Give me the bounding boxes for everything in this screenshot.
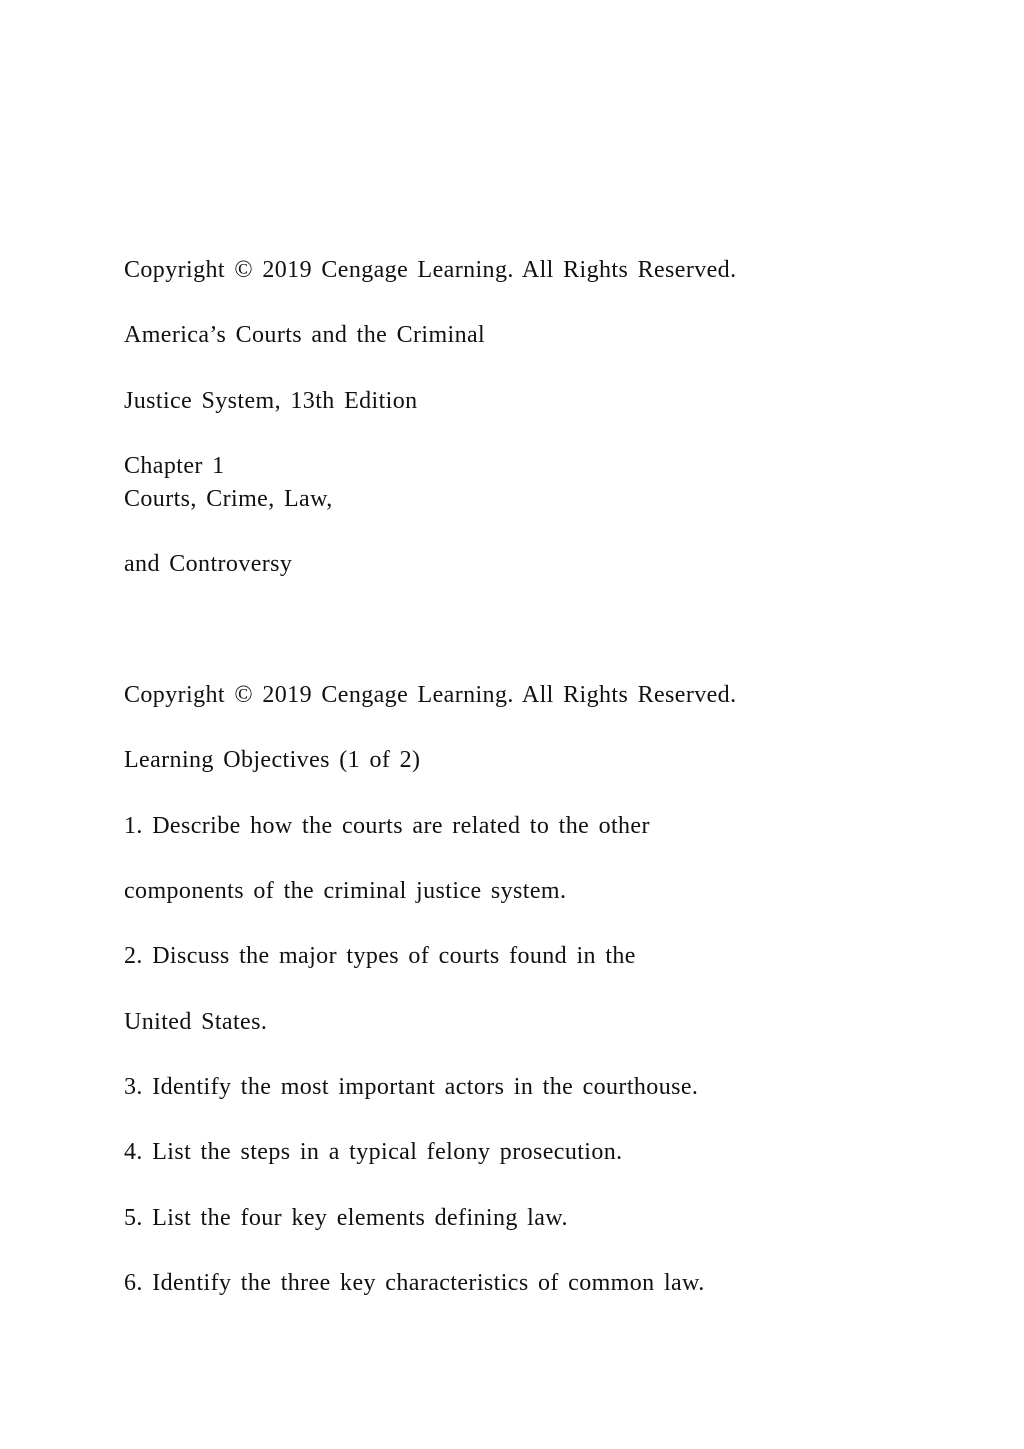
chapter-label: Chapter 1 xyxy=(124,453,225,479)
book-title-line-1: America’s Courts and the Criminal xyxy=(124,322,486,348)
objective-line: United States. xyxy=(124,1009,268,1035)
copyright-notice: Copyright © 2019 Cengage Learning. All Rights Reserved. xyxy=(124,257,737,283)
objective-line: 6. Identify the three key characteristics of common law. xyxy=(124,1270,705,1296)
copyright-notice: Copyright © 2019 Cengage Learning. All Rights Reserved. xyxy=(124,682,737,708)
chapter-title-line-1: Courts, Crime, Law, xyxy=(124,486,333,512)
objective-line: components of the criminal justice system. xyxy=(124,878,567,904)
objective-line: 3. Identify the most important actors in the courthouse. xyxy=(124,1074,699,1100)
chapter-title-line-2: and Controversy xyxy=(124,551,293,577)
book-title-line-2: Justice System, 13th Edition xyxy=(124,388,418,414)
objectives-heading: Learning Objectives (1 of 2) xyxy=(124,747,421,773)
objective-line: 1. Describe how the courts are related to the other xyxy=(124,813,650,839)
objective-line: 2. Discuss the major types of courts found in the xyxy=(124,943,636,969)
objective-line: 4. List the steps in a typical felony prosecution. xyxy=(124,1139,623,1165)
objective-line: 5. List the four key elements defining law. xyxy=(124,1205,568,1231)
